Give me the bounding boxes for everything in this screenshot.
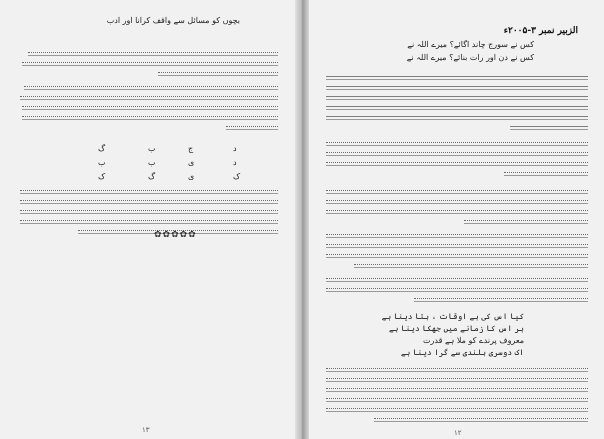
text-line [20, 210, 278, 214]
text-line [326, 234, 588, 238]
verse-line: معروف پرندے کو ملا ہے قدرت [423, 336, 524, 345]
verse-line: کس نے دن اور رات بنائے؟ میرے اللہ نے [406, 53, 534, 62]
book-gutter [295, 0, 309, 439]
grid-cell: ب [98, 158, 106, 167]
section-ornament: ✿✿✿✿✿ [154, 230, 197, 240]
text-line [326, 116, 588, 120]
text-line [504, 172, 588, 176]
left-page-header: بچوں کو مسائل سے واقف کرانا اور ادب [106, 16, 240, 25]
text-line [326, 200, 588, 204]
grid-cell: د [233, 144, 237, 153]
text-line [326, 278, 588, 282]
text-line [374, 418, 588, 422]
grid-cell: گ [148, 172, 156, 181]
text-line [24, 86, 278, 90]
text-line [22, 106, 278, 110]
left-page-number: ۱۳ [142, 426, 150, 434]
text-line [20, 200, 278, 204]
verse-line: اک دوسری بلندی سے گرا دینا ہے [400, 348, 524, 357]
right-page-title: الزبیر نمبر ۳-۲۰۰۵ء [503, 26, 578, 36]
text-line [28, 52, 278, 56]
text-line [326, 86, 588, 90]
text-line [326, 288, 588, 292]
text-line [20, 190, 278, 194]
text-line [354, 264, 588, 268]
text-line [226, 126, 278, 130]
text-line [414, 298, 588, 302]
text-line [22, 62, 278, 66]
text-line [326, 254, 588, 258]
text-line [326, 378, 588, 382]
text-line [326, 368, 588, 372]
text-line [22, 116, 278, 120]
text-line [326, 96, 588, 100]
text-line [326, 106, 588, 110]
text-line [158, 72, 278, 76]
text-line [326, 162, 588, 166]
text-line [326, 190, 588, 194]
text-line [510, 126, 588, 130]
verse-line: کس نے سورج چاند اگائے؟ میرے اللہ نے [407, 40, 534, 49]
text-line [326, 388, 588, 392]
text-line [326, 244, 588, 248]
text-line [326, 210, 588, 214]
left-page [8, 0, 290, 439]
text-line [326, 408, 588, 412]
text-line [464, 220, 588, 224]
text-line [326, 152, 588, 156]
grid-cell: ج [188, 144, 194, 153]
grid-cell: گ [98, 144, 106, 153]
grid-cell: ی [188, 172, 195, 181]
verse-line: ہر اس کا زمانے میں جھکا دینا ہے [389, 324, 524, 333]
right-page [314, 0, 598, 439]
grid-cell: ک [98, 172, 106, 181]
right-page-number: ۱۲ [454, 429, 462, 437]
verse-line: کیا اس کی ہے اوقات ، بتا دینا ہے [381, 312, 524, 321]
text-line [326, 398, 588, 402]
grid-cell: ی [188, 158, 195, 167]
grid-cell: ک [233, 172, 241, 181]
grid-cell: د [233, 158, 237, 167]
text-line [20, 96, 278, 100]
grid-cell: ب [148, 144, 156, 153]
text-line [326, 76, 588, 80]
text-line [20, 220, 278, 224]
text-line [326, 142, 588, 146]
grid-cell: ب [148, 158, 156, 167]
